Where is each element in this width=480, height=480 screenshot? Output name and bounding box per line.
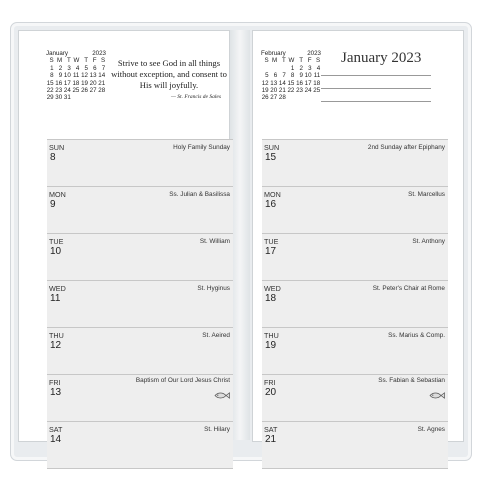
weekday-label: T [282,57,286,65]
mini-calendar-grid [261,57,321,101]
day-entry-fri[interactable] [262,374,448,421]
calendar-date: 3 [308,64,312,72]
day-of-week: TUE [264,237,279,246]
calendar-date: 19 [261,87,269,95]
weekday-label: M [272,57,278,65]
calendar-date: 18 [72,79,80,87]
mini-calendar-month: February [261,50,286,57]
day-number: 13 [50,387,62,398]
calendar-date: 11 [313,72,321,80]
calendar-date: 8 [50,72,54,80]
weekday-label: F [307,57,312,65]
calendar-date: 20 [89,79,97,87]
weekday-label: T [299,57,303,65]
calendar-date [72,94,81,101]
feast-day-label: St. William [199,238,230,245]
calendar-date: 4 [75,64,80,72]
day-number: 21 [265,434,277,445]
feast-day-label: St. Agnes [417,426,445,433]
calendar-date [278,65,287,72]
calendar-date: 1 [50,64,54,72]
feast-day-label: 2nd Sunday after Epiphany [367,144,445,151]
feast-day-label: Ss. Fabian & Sebastian [378,377,445,384]
calendar-date: 26 [81,87,88,95]
calendar-date [313,94,322,101]
calendar-date: 15 [287,79,295,87]
calendar-date: 5 [265,72,269,80]
day-number: 17 [265,246,277,257]
day-entry-thu[interactable] [47,327,233,374]
calendar-date: 14 [278,79,286,87]
calendar-date [80,94,89,101]
day-entry-tue[interactable] [262,233,448,280]
day-entry-sat[interactable] [47,421,233,469]
day-of-week: SAT [264,425,278,434]
day-of-week: SAT [49,425,63,434]
feast-day-label: St. Hilary [204,426,230,433]
calendar-date: 13 [89,72,97,80]
calendar-date: 21 [98,79,106,87]
calendar-date: 15 [46,79,54,87]
calendar-date [304,94,313,101]
notes-line [321,75,431,76]
calendar-date: 21 [278,87,286,95]
day-entry-sun[interactable] [262,139,448,186]
day-of-week: SUN [49,143,65,152]
calendar-date [98,94,107,101]
day-of-week: TUE [49,237,64,246]
calendar-date: 9 [58,72,63,80]
calendar-date: 17 [304,79,312,87]
calendar-date: 2 [299,64,303,72]
weekday-label: S [264,57,269,65]
calendar-date: 6 [93,64,97,72]
day-of-week: THU [49,331,64,340]
calendar-date: 23 [55,87,63,95]
notes-line [321,101,431,102]
day-number: 19 [265,340,277,351]
day-number: 9 [50,199,56,210]
calendar-date [261,65,270,72]
day-entry-thu[interactable] [262,327,448,374]
mini-calendar-month: January [46,50,69,57]
calendar-date: 22 [46,87,54,95]
calendar-date: 10 [304,72,312,80]
calendar-date: 10 [63,72,71,80]
day-number: 8 [50,152,56,163]
calendar-date: 31 [63,94,71,102]
weekday-label: W [73,57,80,65]
calendar-date: 5 [84,64,88,72]
mini-calendar-year: 2023 [307,50,321,57]
weekday-label: M [57,57,63,65]
planner-spine [230,30,250,440]
calendar-date: 28 [98,87,106,95]
day-number: 12 [50,340,62,351]
calendar-date: 17 [63,79,71,87]
mini-calendar-january [46,50,106,102]
fish-icon [214,386,230,393]
calendar-date: 20 [270,87,278,95]
notes-line [321,88,431,89]
calendar-date: 23 [296,87,303,95]
calendar-date: 2 [58,64,63,72]
day-number: 20 [265,387,277,398]
day-of-week: THU [264,331,279,340]
weekday-label: T [67,57,71,65]
fish-icon [429,386,445,393]
weekday-label: S [316,57,321,65]
feast-day-label: St. Marcellus [408,191,445,198]
calendar-date: 24 [304,87,312,95]
feast-day-label: Holy Family Sunday [173,144,230,151]
day-entry-wed[interactable] [262,280,448,327]
left-page [18,30,230,445]
right-page [252,30,464,445]
feast-day-label: Ss. Julian & Basilissa [169,191,230,198]
calendar-date: 25 [313,87,321,95]
calendar-date: 16 [296,79,303,87]
calendar-date: 27 [89,87,97,95]
calendar-date: 7 [282,72,286,80]
calendar-date: 12 [81,72,88,80]
calendar-date: 24 [63,87,71,95]
weekday-label: S [49,57,54,65]
calendar-date: 28 [278,94,286,102]
weekday-label: F [92,57,97,65]
day-entry-wed[interactable] [47,280,233,327]
day-of-week: FRI [264,378,276,387]
day-of-week: WED [49,284,66,293]
day-of-week: SUN [264,143,280,152]
quote-text: Strive to see God in all things without exception, and consent to His will joyfully. [111,58,227,90]
quote-attribution: — St. Francis de Sales [171,94,221,100]
calendar-date: 26 [261,94,269,102]
calendar-date: 22 [287,87,295,95]
calendar-date: 7 [101,64,106,72]
day-number: 11 [50,293,61,304]
day-entry-sat[interactable] [262,421,448,469]
day-number: 18 [265,293,277,304]
day-list [262,139,448,469]
quote [111,58,227,101]
calendar-date: 12 [261,79,269,87]
calendar-date: 8 [290,72,295,80]
mini-calendar-grid [46,57,106,101]
weekday-label: S [101,57,106,65]
day-of-week: MON [264,190,281,199]
feast-day-label: St. Hyginus [197,285,230,292]
calendar-date: 16 [55,79,63,87]
calendar-date: 14 [98,72,106,80]
day-number: 16 [265,199,277,210]
mini-calendar-year: 2023 [92,50,106,57]
day-list [47,139,233,469]
calendar-date [270,65,279,72]
feast-day-label: St. Aeired [202,332,230,339]
feast-day-label: Ss. Marius & Comp. [388,332,445,339]
calendar-date: 29 [46,94,54,102]
feast-day-label: St. Peter's Chair at Rome [372,285,445,292]
calendar-date: 3 [67,64,71,72]
day-of-week: WED [264,284,281,293]
calendar-date: 25 [72,87,80,95]
day-entry-tue[interactable] [47,233,233,280]
calendar-date: 6 [273,72,278,80]
day-entry-sun[interactable] [47,139,233,186]
calendar-date: 11 [72,72,80,80]
calendar-date [89,94,98,101]
calendar-date: 4 [316,64,321,72]
calendar-date: 19 [81,79,88,87]
day-entry-fri[interactable] [47,374,233,421]
calendar-date [287,94,296,101]
calendar-date: 1 [290,64,295,72]
day-entry-mon[interactable] [47,186,233,233]
calendar-date: 30 [55,94,63,102]
day-entry-mon[interactable] [262,186,448,233]
mini-calendar-february [261,50,321,102]
weekday-label: T [84,57,88,65]
day-number: 10 [50,246,62,257]
calendar-date [295,94,304,101]
calendar-date: 9 [299,72,303,80]
feast-day-label: St. Anthony [412,238,445,245]
month-title: January 2023 [341,50,422,66]
day-of-week: MON [49,190,66,199]
day-number: 15 [265,152,277,163]
calendar-date: 18 [313,79,321,87]
day-number: 14 [50,434,62,445]
feast-day-label: Baptism of Our Lord Jesus Christ [135,377,230,384]
weekday-label: W [288,57,295,65]
day-of-week: FRI [49,378,61,387]
calendar-date: 27 [270,94,278,102]
calendar-date: 13 [270,79,278,87]
